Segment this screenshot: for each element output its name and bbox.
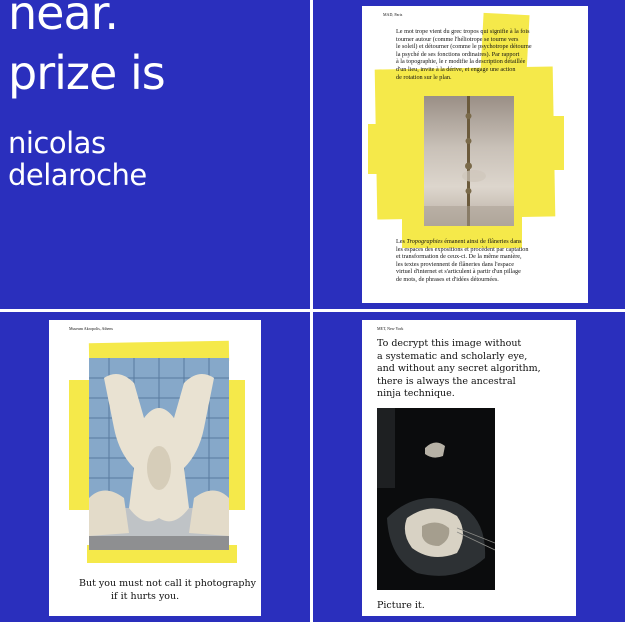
artist-first-name: nicolas — [8, 126, 106, 160]
acropolis-sculpture-photo — [89, 358, 229, 550]
artifact-icon — [377, 408, 495, 590]
cover-title-line-2: prize is — [8, 46, 165, 100]
met-text-line: To decrypt this image without — [377, 338, 522, 349]
mad-paris-panel[interactable] — [313, 0, 625, 309]
mad-paragraph-1 — [396, 28, 532, 81]
yellow-highlight-right-tab — [544, 116, 564, 170]
met-footer-caption: Picture it. — [377, 600, 425, 611]
met-page — [362, 320, 576, 616]
artist-last-name: delaroche — [8, 158, 147, 192]
mad-p2-italic-title: Tropographies — [406, 238, 443, 245]
met-text-line: a systematic and scholarly eye, — [377, 350, 528, 362]
mad-p1-line: Le mot trope vient du grec tropos qui signifie à la fois — [396, 28, 530, 35]
met-location-label: MET, New York — [377, 326, 404, 331]
mad-location-label: MAD, Paris — [383, 12, 403, 17]
acropolis-caption-line-2: if it hurts you. — [111, 591, 180, 602]
mad-gallery-photo — [424, 96, 514, 226]
acropolis-panel[interactable] — [0, 312, 310, 622]
mad-p1-line: la psyché de ses fonctions ordinaires). Par rapport — [396, 50, 520, 58]
mad-p2-line: de mots, de phrases et d'idées détournées. — [396, 275, 499, 283]
mad-p2-line: les textes proviennent de flâneries dans l'espace — [396, 260, 514, 268]
mad-p2-lead: Les — [396, 238, 407, 245]
sculpture-pole-icon — [424, 96, 514, 226]
sculpture-silhouette-icon — [89, 358, 229, 550]
acropolis-page — [49, 320, 261, 616]
mad-p1-line: tourner autour (comme l'héliotrope se tourne vers — [396, 35, 519, 43]
mad-p1-line: le soleil) et détourner (comme le psychotrope détourne — [396, 43, 532, 51]
met-text-line: there is always the ancestral — [377, 375, 516, 387]
mad-p2-line: les espaces des expositions et procèdent par captation — [396, 245, 529, 253]
cover-title-line-1: near. — [8, 0, 118, 40]
met-artifact-photo — [377, 408, 495, 590]
acropolis-caption-line-1: But you must not call it photography — [79, 578, 256, 589]
yellow-highlight-left — [69, 380, 89, 510]
mad-p1-line: de rotation sur le plan. — [396, 73, 452, 81]
mad-p1-line: à la topographie, le r modifie la description détaillée — [396, 58, 526, 66]
acropolis-location-label: Museum Akropolis, Athens — [69, 326, 113, 331]
met-text-line: ninja technique. — [377, 388, 455, 400]
mad-p2-line: virtuel d'internet et s'articulent à partir d'un pillage — [396, 268, 521, 276]
mad-p1-line: d'un lieu, invite à la dérive, et engage une action — [396, 65, 516, 73]
met-text-block — [377, 338, 541, 401]
mad-p2-first-line — [396, 238, 528, 246]
met-text-line: and without any secret algorithm, — [377, 363, 541, 375]
met-panel[interactable] — [313, 312, 625, 622]
mad-paris-page — [362, 6, 588, 303]
mad-paragraph-2 — [396, 238, 528, 284]
cover-panel[interactable] — [0, 0, 310, 309]
mad-p2-rest: émanent ainsi de flâneries dans — [442, 238, 522, 245]
mad-p2-line: et transformation de ceux-ci. De la même manière, — [396, 253, 522, 261]
yellow-highlight-left-tab — [368, 124, 390, 174]
